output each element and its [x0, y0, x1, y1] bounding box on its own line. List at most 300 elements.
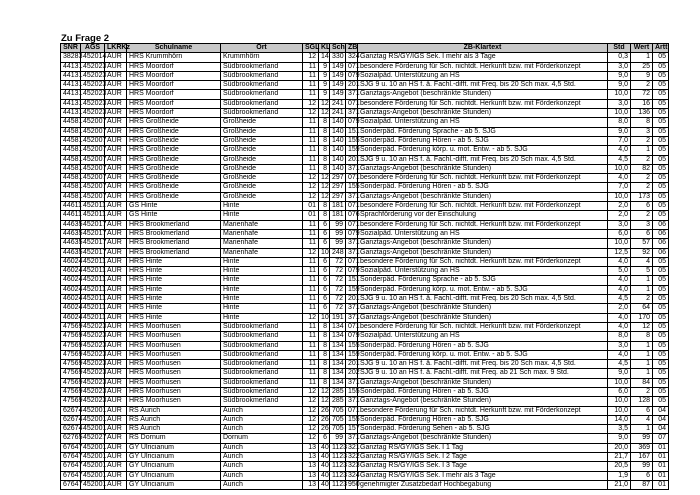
cell-lkrkz: AUR — [105, 378, 127, 387]
cell-sch: 705 — [330, 406, 346, 415]
cell-snr: 44581 — [61, 146, 81, 155]
cell-std: 3,0 — [608, 341, 631, 350]
cell-wert: 87 — [631, 480, 653, 489]
cell-ort: Hinte — [221, 267, 303, 276]
cell-ags: 452007 — [81, 136, 105, 145]
cell-artt: 05 — [653, 360, 669, 369]
cell-zb: 371 — [346, 192, 358, 201]
cell-schulname: HRS Hinte — [127, 285, 221, 294]
column-header-sch: Sch — [330, 44, 346, 53]
cell-zb-klartext: Ganztags-Angebot (beschränkte Stunden) — [358, 192, 608, 201]
cell-ags: 452007 — [81, 192, 105, 201]
column-header-wert: Wert — [631, 44, 653, 53]
cell-snr: 47569 — [61, 360, 81, 369]
cell-std: 2,0 — [608, 304, 631, 313]
cell-wert: 8 — [631, 118, 653, 127]
cell-zb: 071 — [346, 174, 358, 183]
cell-zb-klartext: Sonderpäd. Förderung Hören - ab 5. SJG — [358, 415, 608, 424]
cell-sgl: 12 — [303, 99, 319, 108]
cell-std: 4,0 — [608, 146, 631, 155]
cell-zb: 071 — [346, 99, 358, 108]
cell-wert: 2 — [631, 136, 653, 145]
cell-lkrkz: AUR — [105, 322, 127, 331]
cell-std: 12,5 — [608, 248, 631, 257]
cell-ort: Marienhafe — [221, 248, 303, 257]
cell-artt: 05 — [653, 155, 669, 164]
cell-sch: 134 — [330, 341, 346, 350]
cell-snr: 62674 — [61, 406, 81, 415]
column-header-artt: Artt — [653, 44, 669, 53]
cell-zb: 201 — [346, 81, 358, 90]
cell-kl: 40 — [319, 480, 330, 489]
cell-artt: 05 — [653, 174, 669, 183]
cell-ort: Aurich — [221, 425, 303, 434]
cell-schulname: HRS Großheide — [127, 146, 221, 155]
table-row — [61, 248, 669, 257]
cell-snr: 47569 — [61, 322, 81, 331]
cell-lkrkz: AUR — [105, 155, 127, 164]
cell-zb-klartext: SJG 9 u. 10 an HS f. ä. Fachl.-difft. mit Freq. bis 20 Sch max. 4,5 Std. — [358, 155, 608, 164]
cell-std: 8,0 — [608, 332, 631, 341]
cell-sgl: 12 — [303, 397, 319, 406]
cell-snr: 44131 — [61, 99, 81, 108]
cell-ags: 452023 — [81, 322, 105, 331]
cell-std: 9,0 — [608, 434, 631, 443]
table-row — [61, 322, 669, 331]
cell-lkrkz: AUR — [105, 146, 127, 155]
table-body — [61, 53, 669, 490]
cell-sch: 149 — [330, 62, 346, 71]
cell-wert: 1 — [631, 53, 653, 62]
cell-artt: 05 — [653, 202, 669, 211]
cell-ort: Aurich — [221, 415, 303, 424]
cell-sch: 297 — [330, 174, 346, 183]
cell-artt: 05 — [653, 285, 669, 294]
cell-lkrkz: AUR — [105, 248, 127, 257]
cell-kl: 14 — [319, 53, 330, 62]
cell-zb-klartext: Sozialpäd. Unterstützung an HS — [358, 267, 608, 276]
cell-ort: Großheide — [221, 118, 303, 127]
cell-zb: 155 — [346, 183, 358, 192]
table-row — [61, 332, 669, 341]
cell-kl: 26 — [319, 425, 330, 434]
cell-zb-klartext: Sprachförderung vor der Einschulung — [358, 211, 608, 220]
cell-artt: 05 — [653, 127, 669, 136]
cell-sch: 99 — [330, 239, 346, 248]
cell-wert: 82 — [631, 164, 653, 173]
cell-sch: 72 — [330, 295, 346, 304]
cell-snr: 62674 — [61, 415, 81, 424]
column-header-ags: AGS — [81, 44, 105, 53]
cell-artt: 05 — [653, 192, 669, 201]
cell-ags: 452023 — [81, 387, 105, 396]
cell-std: 7,0 — [608, 183, 631, 192]
cell-artt: 05 — [653, 276, 669, 285]
cell-std: 6,0 — [608, 229, 631, 238]
cell-ort: Aurich — [221, 480, 303, 489]
cell-lkrkz: AUR — [105, 397, 127, 406]
cell-ort: Hinte — [221, 257, 303, 266]
cell-artt: 05 — [653, 295, 669, 304]
cell-ags: 452023 — [81, 81, 105, 90]
cell-lkrkz: AUR — [105, 220, 127, 229]
column-header-snr: SNR — [61, 44, 81, 53]
table-row — [61, 257, 669, 266]
cell-lkrkz: AUR — [105, 471, 127, 480]
cell-artt: 05 — [653, 304, 669, 313]
cell-zb: 155 — [346, 136, 358, 145]
cell-ags: 452011 — [81, 295, 105, 304]
table-row — [61, 127, 669, 136]
cell-lkrkz: AUR — [105, 425, 127, 434]
cell-std: 21,0 — [608, 480, 631, 489]
cell-ags: 452001 — [81, 425, 105, 434]
cell-schulname: RS Aurich — [127, 415, 221, 424]
cell-std: 10,0 — [608, 90, 631, 99]
cell-ort: Südbrookmerland — [221, 71, 303, 80]
cell-ort: Südbrookmerland — [221, 369, 303, 378]
cell-kl: 6 — [319, 257, 330, 266]
cell-zb-klartext: Ganztag RS/GY/IGS Sek. I mehr als 3 Tage — [358, 471, 608, 480]
cell-snr: 46024 — [61, 304, 81, 313]
cell-artt: 05 — [653, 109, 669, 118]
cell-snr: 62674 — [61, 425, 81, 434]
cell-schulname: HRS Moorhusen — [127, 350, 221, 359]
cell-schulname: GY Ulricianum — [127, 443, 221, 452]
cell-lkrkz: AUR — [105, 304, 127, 313]
cell-ort: Südbrookmerland — [221, 341, 303, 350]
cell-kl: 9 — [319, 81, 330, 90]
column-header-zb: ZB — [346, 44, 358, 53]
cell-ags: 452001 — [81, 471, 105, 480]
cell-lkrkz: AUR — [105, 415, 127, 424]
cell-snr: 47569 — [61, 341, 81, 350]
cell-wert: 25 — [631, 62, 653, 71]
cell-ags: 452017 — [81, 220, 105, 229]
cell-ags: 452011 — [81, 257, 105, 266]
cell-snr: 44611 — [61, 211, 81, 220]
cell-wert: 1 — [631, 276, 653, 285]
cell-schulname: HRS Hinte — [127, 313, 221, 322]
cell-kl: 8 — [319, 136, 330, 145]
cell-ort: Marienhafe — [221, 220, 303, 229]
cell-lkrkz: AUR — [105, 127, 127, 136]
cell-std: 5,0 — [608, 267, 631, 276]
cell-wert: 6 — [631, 202, 653, 211]
cell-kl: 12 — [319, 192, 330, 201]
cell-sch: 705 — [330, 415, 346, 424]
cell-zb: 079 — [346, 267, 358, 276]
cell-kl: 8 — [319, 146, 330, 155]
table-row — [61, 313, 669, 322]
cell-lkrkz: AUR — [105, 136, 127, 145]
table-row — [61, 62, 669, 71]
cell-sch: 705 — [330, 425, 346, 434]
cell-artt: 05 — [653, 81, 669, 90]
cell-std: 10,0 — [608, 109, 631, 118]
cell-kl: 6 — [319, 239, 330, 248]
cell-wert: 3 — [631, 127, 653, 136]
cell-snr: 46024 — [61, 267, 81, 276]
cell-lkrkz: AUR — [105, 211, 127, 220]
table-row — [61, 174, 669, 183]
cell-ags: 452001 — [81, 415, 105, 424]
cell-sch: 134 — [330, 322, 346, 331]
cell-zb-klartext: Ganztags-Angebot (beschränkte Stunden) — [358, 434, 608, 443]
cell-wert: 6 — [631, 471, 653, 480]
cell-schulname: HRS Großheide — [127, 118, 221, 127]
cell-sgl: 12 — [303, 109, 319, 118]
cell-sgl: 11 — [303, 350, 319, 359]
cell-snr: 46024 — [61, 313, 81, 322]
cell-kl: 9 — [319, 71, 330, 80]
cell-ags: 452023 — [81, 99, 105, 108]
cell-ort: Hinte — [221, 211, 303, 220]
cell-sch: 134 — [330, 369, 346, 378]
cell-lkrkz: AUR — [105, 443, 127, 452]
cell-wert: 64 — [631, 304, 653, 313]
cell-wert: 4 — [631, 415, 653, 424]
cell-ort: Hinte — [221, 285, 303, 294]
cell-wert: 99 — [631, 434, 653, 443]
cell-sch: 99 — [330, 434, 346, 443]
cell-sgl: 12 — [303, 425, 319, 434]
table-row — [61, 239, 669, 248]
cell-ort: Aurich — [221, 471, 303, 480]
cell-zb-klartext: Sozialpäd. Unterstützung an HS — [358, 332, 608, 341]
cell-sgl: 12 — [303, 415, 319, 424]
cell-zb-klartext: Ganztag RS/GY/IGS Sek. I mehr als 3 Tage — [358, 53, 608, 62]
cell-sgl: 11 — [303, 276, 319, 285]
cell-std: 8,0 — [608, 118, 631, 127]
cell-lkrkz: AUR — [105, 295, 127, 304]
cell-sch: 297 — [330, 192, 346, 201]
cell-ort: Aurich — [221, 453, 303, 462]
cell-std: 4,5 — [608, 295, 631, 304]
cell-artt: 01 — [653, 443, 669, 452]
cell-sch: 248 — [330, 248, 346, 257]
cell-snr: 46024 — [61, 276, 81, 285]
cell-lkrkz: AUR — [105, 313, 127, 322]
cell-schulname: HRS Großheide — [127, 183, 221, 192]
cell-snr: 47569 — [61, 387, 81, 396]
cell-zb: 079 — [346, 118, 358, 127]
cell-ags: 452023 — [81, 90, 105, 99]
cell-std: 3,0 — [608, 62, 631, 71]
cell-snr: 44131 — [61, 71, 81, 80]
cell-zb: 950 — [346, 480, 358, 489]
cell-artt: 01 — [653, 462, 669, 471]
cell-sgl: 12 — [303, 248, 319, 257]
cell-sgl: 11 — [303, 304, 319, 313]
cell-std: 20,0 — [608, 443, 631, 452]
cell-zb: 371 — [346, 90, 358, 99]
cell-sgl: 11 — [303, 136, 319, 145]
table-row — [61, 406, 669, 415]
cell-ags: 452023 — [81, 332, 105, 341]
cell-snr: 67647 — [61, 453, 81, 462]
cell-kl: 8 — [319, 322, 330, 331]
cell-ort: Krummhörn — [221, 53, 303, 62]
cell-lkrkz: AUR — [105, 239, 127, 248]
table-row — [61, 136, 669, 145]
column-header-zb-klartext: ZB-Klartext — [358, 44, 608, 53]
cell-wert: 2 — [631, 174, 653, 183]
cell-sch: 181 — [330, 202, 346, 211]
cell-artt: 01 — [653, 471, 669, 480]
cell-zb: 071 — [346, 62, 358, 71]
cell-wert: 2 — [631, 155, 653, 164]
cell-zb: 371 — [346, 239, 358, 248]
cell-snr: 44581 — [61, 183, 81, 192]
cell-kl: 8 — [319, 332, 330, 341]
cell-std: 2,0 — [608, 202, 631, 211]
cell-kl: 6 — [319, 276, 330, 285]
cell-std: 1,9 — [608, 471, 631, 480]
cell-zb: 151 — [346, 127, 358, 136]
cell-ort: Großheide — [221, 146, 303, 155]
cell-sgl: 11 — [303, 164, 319, 173]
cell-zb: 159 — [346, 285, 358, 294]
cell-lkrkz: AUR — [105, 174, 127, 183]
cell-schulname: HRS Moordorf — [127, 81, 221, 90]
column-header-ort: Ort — [221, 44, 303, 53]
cell-schulname: HRS Moorhusen — [127, 322, 221, 331]
cell-ags: 452023 — [81, 109, 105, 118]
table-row — [61, 71, 669, 80]
cell-snr: 44581 — [61, 127, 81, 136]
cell-sch: 99 — [330, 229, 346, 238]
cell-kl: 8 — [319, 155, 330, 164]
cell-ags: 452023 — [81, 378, 105, 387]
cell-artt: 05 — [653, 90, 669, 99]
cell-ags: 452007 — [81, 155, 105, 164]
cell-artt: 05 — [653, 369, 669, 378]
table-row — [61, 229, 669, 238]
cell-ags: 452007 — [81, 127, 105, 136]
cell-zb: 371 — [346, 397, 358, 406]
cell-lkrkz: AUR — [105, 192, 127, 201]
cell-schulname: HRS Moordorf — [127, 109, 221, 118]
cell-schulname: HRS Hinte — [127, 276, 221, 285]
cell-schulname: HRS Moordorf — [127, 71, 221, 80]
cell-kl: 6 — [319, 285, 330, 294]
cell-snr: 67647 — [61, 471, 81, 480]
cell-zb: 157 — [346, 425, 358, 434]
cell-std: 4,0 — [608, 174, 631, 183]
cell-lkrkz: AUR — [105, 118, 127, 127]
cell-ags: 452023 — [81, 369, 105, 378]
cell-sch: 241 — [330, 109, 346, 118]
cell-ort: Großheide — [221, 192, 303, 201]
cell-wert: 1 — [631, 425, 653, 434]
cell-snr: 67647 — [61, 480, 81, 489]
cell-zb-klartext: Sonderpäd. Förderung körp. u. mot. Entw. - ab 5. SJG — [358, 350, 608, 359]
table-row — [61, 109, 669, 118]
cell-sch: 1123 — [330, 471, 346, 480]
cell-zb: 323 — [346, 462, 358, 471]
cell-std: 4,0 — [608, 285, 631, 294]
cell-sgl: 11 — [303, 90, 319, 99]
cell-zb-klartext: besondere Förderung für Sch. nichtdt. Herkunft bzw. mit Förderkonzept — [358, 202, 608, 211]
cell-wert: 167 — [631, 453, 653, 462]
cell-schulname: HRS Großheide — [127, 136, 221, 145]
cell-snr: 44635 — [61, 229, 81, 238]
cell-schulname: HRS Moorhusen — [127, 360, 221, 369]
cell-wert: 8 — [631, 332, 653, 341]
cell-lkrkz: AUR — [105, 71, 127, 80]
cell-std: 9,0 — [608, 81, 631, 90]
cell-zb: 371 — [346, 109, 358, 118]
cell-sch: 140 — [330, 118, 346, 127]
cell-lkrkz: AUR — [105, 360, 127, 369]
cell-zb-klartext: SJG 9 u. 10 an HS f. ä. Fachl.-difft. mit Freq. bis 20 Sch max. 4,5 Std. — [358, 295, 608, 304]
cell-zb: 155 — [346, 415, 358, 424]
cell-kl: 8 — [319, 350, 330, 359]
header-row — [61, 44, 669, 53]
cell-zb: 371 — [346, 378, 358, 387]
cell-zb: 324 — [346, 53, 358, 62]
cell-lkrkz: AUR — [105, 453, 127, 462]
cell-lkrkz: AUR — [105, 90, 127, 99]
cell-zb-klartext: Sonderpäd. Förderung Hören - ab 5. SJG — [358, 387, 608, 396]
cell-zb: 371 — [346, 248, 358, 257]
cell-sgl: 12 — [303, 174, 319, 183]
cell-sgl: 11 — [303, 146, 319, 155]
table-row — [61, 397, 669, 406]
cell-zb-klartext: Ganztag RS/GY/IGS Sek. I 2 Tage — [358, 453, 608, 462]
cell-zb: 201 — [346, 295, 358, 304]
cell-schulname: HRS Brookmerland — [127, 248, 221, 257]
cell-artt: 06 — [653, 220, 669, 229]
cell-zb: 321 — [346, 443, 358, 452]
cell-sch: 134 — [330, 332, 346, 341]
cell-zb-klartext: Sozialpäd. Unterstützung an HS — [358, 71, 608, 80]
cell-artt: 06 — [653, 229, 669, 238]
cell-sgl: 12 — [303, 406, 319, 415]
cell-wert: 1 — [631, 341, 653, 350]
cell-zb: 071 — [346, 202, 358, 211]
cell-artt: 05 — [653, 257, 669, 266]
cell-kl: 26 — [319, 415, 330, 424]
cell-artt: 05 — [653, 267, 669, 276]
cell-kl: 8 — [319, 211, 330, 220]
cell-schulname: GS Hinte — [127, 211, 221, 220]
cell-ags: 452027 — [81, 434, 105, 443]
cell-std: 3,0 — [608, 220, 631, 229]
table-row — [61, 155, 669, 164]
cell-schulname: RS Dornum — [127, 434, 221, 443]
cell-ags: 452007 — [81, 164, 105, 173]
cell-sgl: 11 — [303, 369, 319, 378]
cell-wert: 369 — [631, 443, 653, 452]
cell-std: 20,5 — [608, 462, 631, 471]
cell-artt: 05 — [653, 62, 669, 71]
cell-ort: Großheide — [221, 155, 303, 164]
cell-sgl: 11 — [303, 220, 319, 229]
cell-zb-klartext: Ganztags-Angebot (beschränkte Stunden) — [358, 304, 608, 313]
cell-zb: 071 — [346, 322, 358, 331]
cell-wert: 170 — [631, 313, 653, 322]
cell-zb: 155 — [346, 387, 358, 396]
cell-ort: Großheide — [221, 164, 303, 173]
cell-kl: 8 — [319, 341, 330, 350]
cell-ags: 452014 — [81, 53, 105, 62]
cell-wert: 4 — [631, 257, 653, 266]
cell-schulname: HRS Großheide — [127, 155, 221, 164]
cell-kl: 8 — [319, 378, 330, 387]
cell-snr: 67647 — [61, 462, 81, 471]
